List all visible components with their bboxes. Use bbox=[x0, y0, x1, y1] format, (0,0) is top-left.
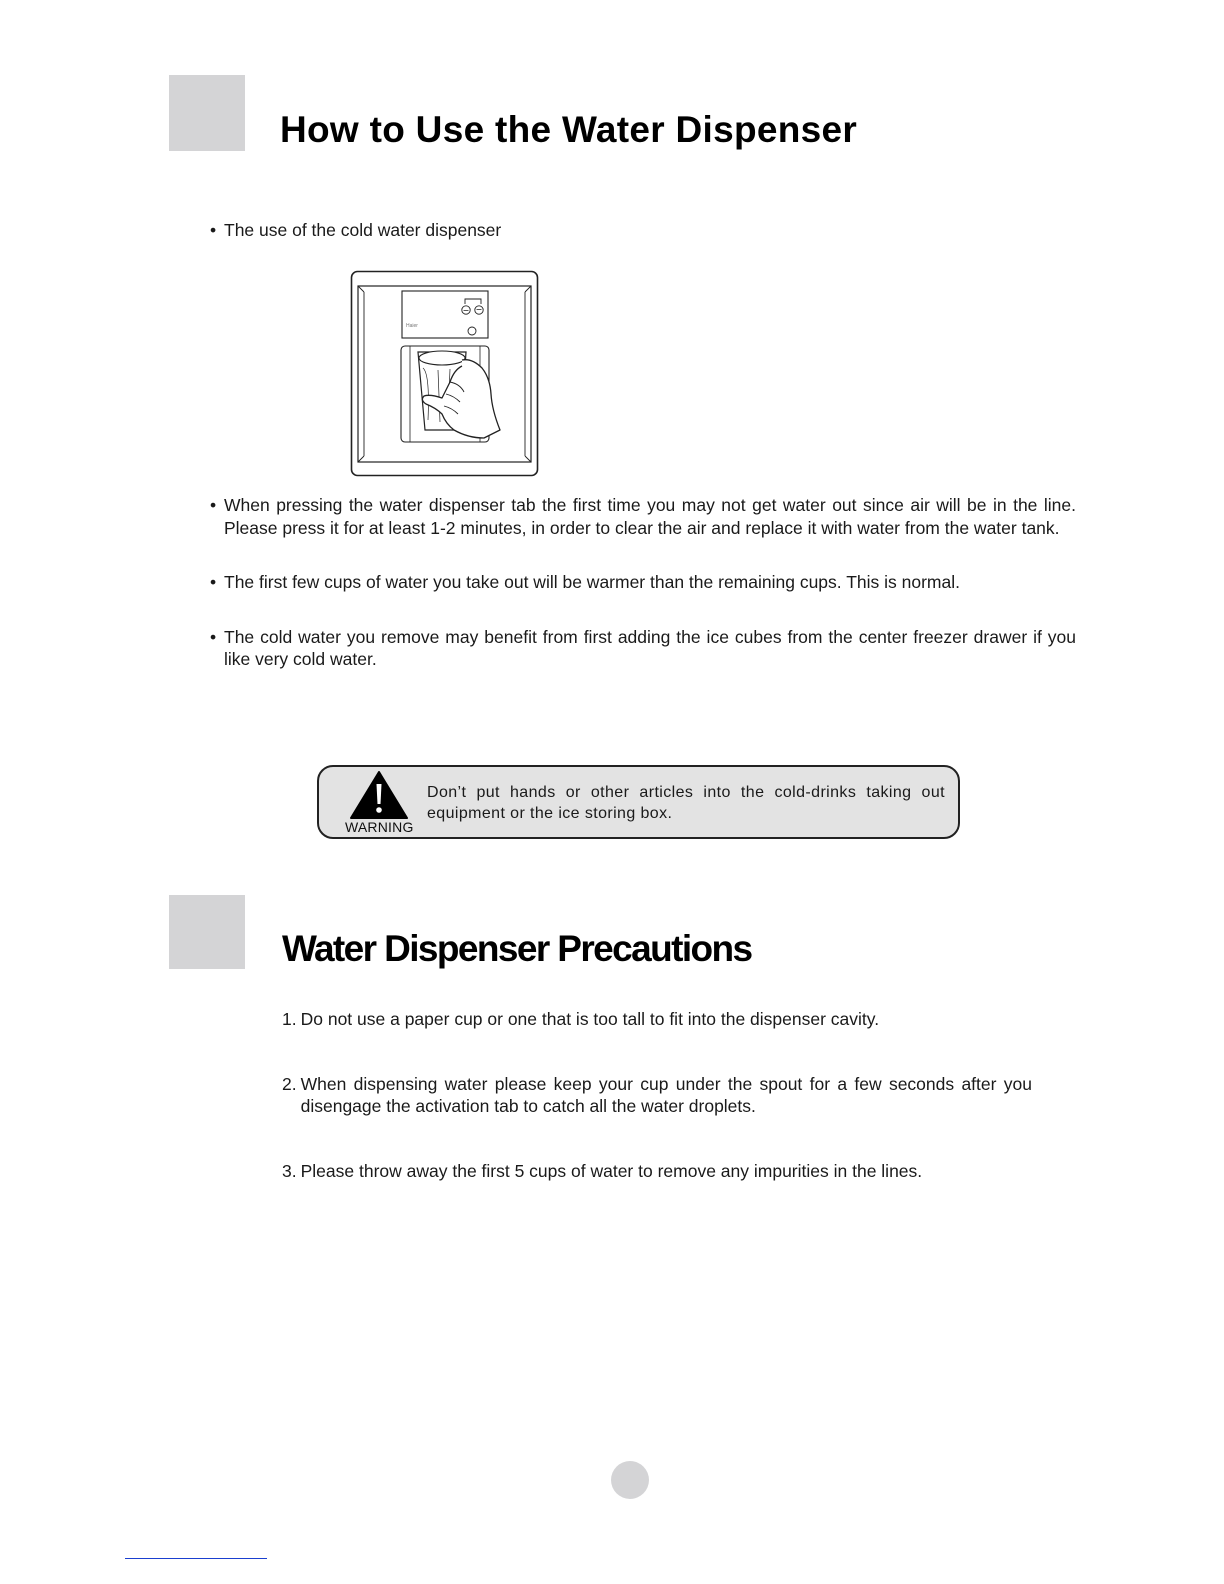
item-text: Please throw away the first 5 cups of water to remove any impurities in the lines. bbox=[300, 1160, 923, 1181]
intro-item bbox=[210, 219, 910, 242]
bullet-list bbox=[210, 494, 1076, 671]
item-number: 2. bbox=[282, 1073, 297, 1094]
footer-rule bbox=[125, 1558, 267, 1559]
list-item bbox=[210, 626, 1076, 671]
bullet-text: The cold water you remove may benefit from first adding the ice cubes from the center freezer drawer if you like very cold water. bbox=[224, 626, 1076, 669]
list-item bbox=[210, 494, 1076, 539]
bullet-dot: • bbox=[210, 495, 217, 515]
page-title: How to Use the Water Dispenser bbox=[280, 109, 858, 150]
bullet-text: The first few cups of water you take out will be warmer than the remaining cups. This is normal. bbox=[224, 572, 960, 592]
precautions-list bbox=[282, 1008, 1032, 1182]
list-item bbox=[282, 1073, 1032, 1118]
item-text: Do not use a paper cup or one that is too tall to fit into the dispenser cavity. bbox=[300, 1009, 880, 1029]
warning-triangle-icon bbox=[349, 770, 409, 820]
list-item bbox=[282, 1008, 1032, 1031]
warning-box bbox=[317, 765, 960, 839]
section-marker bbox=[169, 75, 245, 151]
bullet-dot: • bbox=[210, 626, 217, 647]
section-marker bbox=[169, 895, 245, 969]
warning-label: WARNING bbox=[345, 819, 414, 835]
bullet-text: When pressing the water dispenser tab the first time you may not get water out since air will be in the line. Please press it for at least 1-2 minutes, in order to clear the air and replace it with water from the water tank. bbox=[224, 495, 1076, 538]
intro-text: The use of the cold water dispenser bbox=[224, 220, 502, 240]
list-item bbox=[282, 1160, 1032, 1183]
bullet-dot: • bbox=[210, 572, 217, 592]
page-number-badge bbox=[611, 1461, 649, 1499]
list-item bbox=[210, 571, 1076, 594]
item-text: When dispensing water please keep your cup under the spout for a few seconds after you disengage the activation tab to catch all the water droplets. bbox=[300, 1073, 1032, 1116]
bullet-dot: • bbox=[210, 220, 217, 240]
warning-text: Don’t put hands or other articles into the cold-drinks taking out equipment or the ice storing box. bbox=[427, 784, 945, 822]
brand-text bbox=[406, 323, 418, 329]
item-number: 3. bbox=[282, 1160, 297, 1181]
svg-text:Haier: Haier bbox=[406, 323, 418, 329]
item-number: 1. bbox=[282, 1009, 297, 1029]
section-title: Water Dispenser Precautions bbox=[282, 928, 752, 969]
dispenser-illustration bbox=[350, 270, 540, 478]
